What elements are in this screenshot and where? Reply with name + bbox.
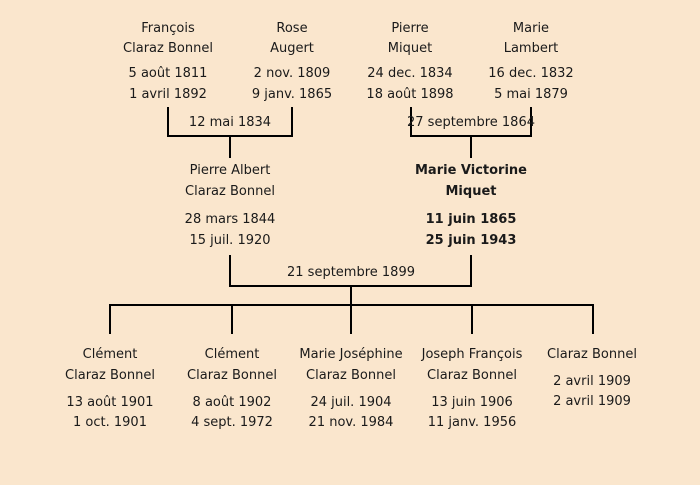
person-card-child5 [532,344,652,412]
death-date: 1 oct. 1901 [73,415,147,430]
birth-date: 5 août 1811 [128,66,208,81]
birth-date: 24 dec. 1834 [367,66,453,81]
death-date: 2 avril 1909 [553,394,631,409]
death-date: 1 avril 1892 [129,87,207,102]
person-last-name: Claraz Bonnel [123,41,213,56]
person-first-name: Rose [276,21,308,36]
marriage1-date-label: 12 mai 1834 [188,115,272,130]
birth-date: 2 nov. 1809 [253,66,331,81]
person-card-mother-highlighted [396,160,546,251]
person-last-name: Miquet [387,41,433,56]
birth-date: 24 juil. 1904 [310,395,392,410]
person-last-name: Augert [270,41,314,56]
person-card-grandfather-maternal [340,19,480,105]
person-first-name: Marie [512,21,550,36]
person-last-name: Claraz Bonnel [187,368,277,383]
child3-drop-line [350,306,352,334]
person-last-name: Claraz Bonnel [306,368,396,383]
child2-drop-line [231,306,233,334]
person-first-name: Clément [82,347,138,362]
birth-date: 13 juin 1906 [431,395,513,410]
person-last-name: Miquet [445,184,497,199]
birth-date: 28 mars 1844 [184,212,276,227]
person-card-grandmother-maternal [461,19,601,105]
person-first-name: Pierre [391,21,429,36]
person-last-name: Claraz Bonnel [547,347,637,362]
person-card-father [155,160,305,251]
marriage3-husband-line [229,255,231,287]
marriage2-date-label: 27 septembre 1864 [407,115,535,130]
marriage3-descent-line [350,287,352,305]
death-date: 5 mai 1879 [494,87,568,102]
person-card-child2 [172,344,292,433]
person-last-name: Claraz Bonnel [185,184,275,199]
marriage3-wife-line [470,255,472,287]
marriage1-descent-line [229,137,231,158]
birth-date: 8 août 1902 [192,395,272,410]
death-date: 21 nov. 1984 [308,415,394,430]
person-first-name: François [141,21,195,36]
person-first-name: Clément [204,347,260,362]
death-date: 4 sept. 1972 [191,415,273,430]
birth-date: 2 avril 1909 [553,374,631,389]
birth-date: 16 dec. 1832 [488,66,574,81]
person-first-name: Marie Victorine [415,163,527,178]
person-card-grandfather-paternal [98,19,238,105]
child4-drop-line [471,306,473,334]
person-last-name: Claraz Bonnel [65,368,155,383]
death-date: 15 juil. 1920 [189,233,271,248]
person-last-name: Claraz Bonnel [427,368,517,383]
birth-date: 13 août 1901 [66,395,154,410]
child1-drop-line [109,306,111,334]
death-date: 11 janv. 1956 [427,415,517,430]
death-date: 9 janv. 1865 [251,87,333,102]
death-date: 25 juin 1943 [425,233,517,248]
marriage3-date-label: 21 septembre 1899 [287,265,415,280]
person-first-name: Pierre Albert [189,163,271,178]
person-card-child4 [412,344,532,433]
person-card-child1 [50,344,170,433]
death-date: 18 août 1898 [366,87,454,102]
child5-drop-line [592,306,594,334]
person-last-name: Lambert [503,41,559,56]
person-first-name: Joseph François [421,347,523,362]
birth-date: 11 juin 1865 [425,212,517,227]
person-card-child3 [291,344,411,433]
person-first-name: Marie Joséphine [299,347,403,362]
marriage2-descent-line [470,137,472,158]
